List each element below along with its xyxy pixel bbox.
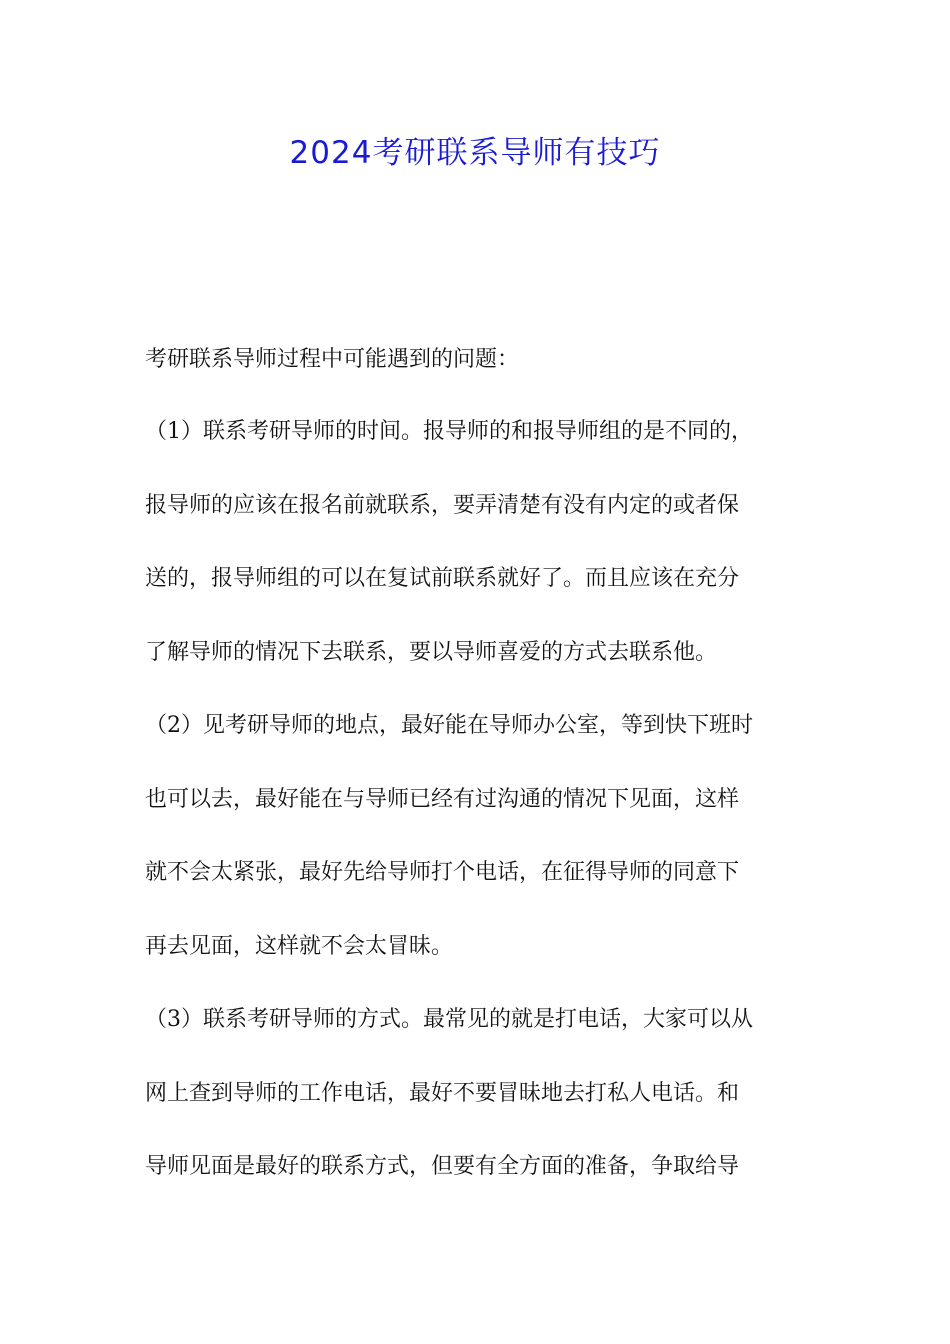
paragraph-line: 了解导师的情况下去联系，要以导师喜爱的方式去联系他。 [145,639,718,665]
paragraph-line: 就不会太紧张，最好先给导师打个电话，在征得导师的同意下 [145,860,740,885]
intro-line: 考研联系导师过程中可能遇到的问题： [145,347,520,372]
paragraph-line: 送的，报导师组的可以在复试前联系就好了。而且应该在充分 [145,566,740,591]
paragraph-line: 再去见面，这样就不会太冒昧。 [145,933,454,959]
paragraph-line: 也可以去，最好能在与导师已经有过沟通的情况下见面，这样 [145,786,740,812]
paragraph-line: （3）联系考研导师的方式。最常见的就是打电话，大家可以从 [145,1007,753,1032]
paragraph-line: （2）见考研导师的地点，最好能在导师办公室，等到快下班时 [145,713,753,738]
paragraph-line: （1）联系考研导师的时间。报导师的和报导师组的是不同的， [145,419,753,444]
document-body [145,340,807,1221]
document-title: 2024考研联系导师有技巧 [289,135,661,171]
paragraph-line: 网上查到导师的工作电话，最好不要冒昧地去打私人电话。和 [145,1080,740,1106]
paragraph-line: 导师见面是最好的联系方式，但要有全方面的准备，争取给导 [145,1154,740,1179]
paragraph-line: 报导师的应该在报名前就联系，要弄清楚有没有内定的或者保 [145,492,740,518]
